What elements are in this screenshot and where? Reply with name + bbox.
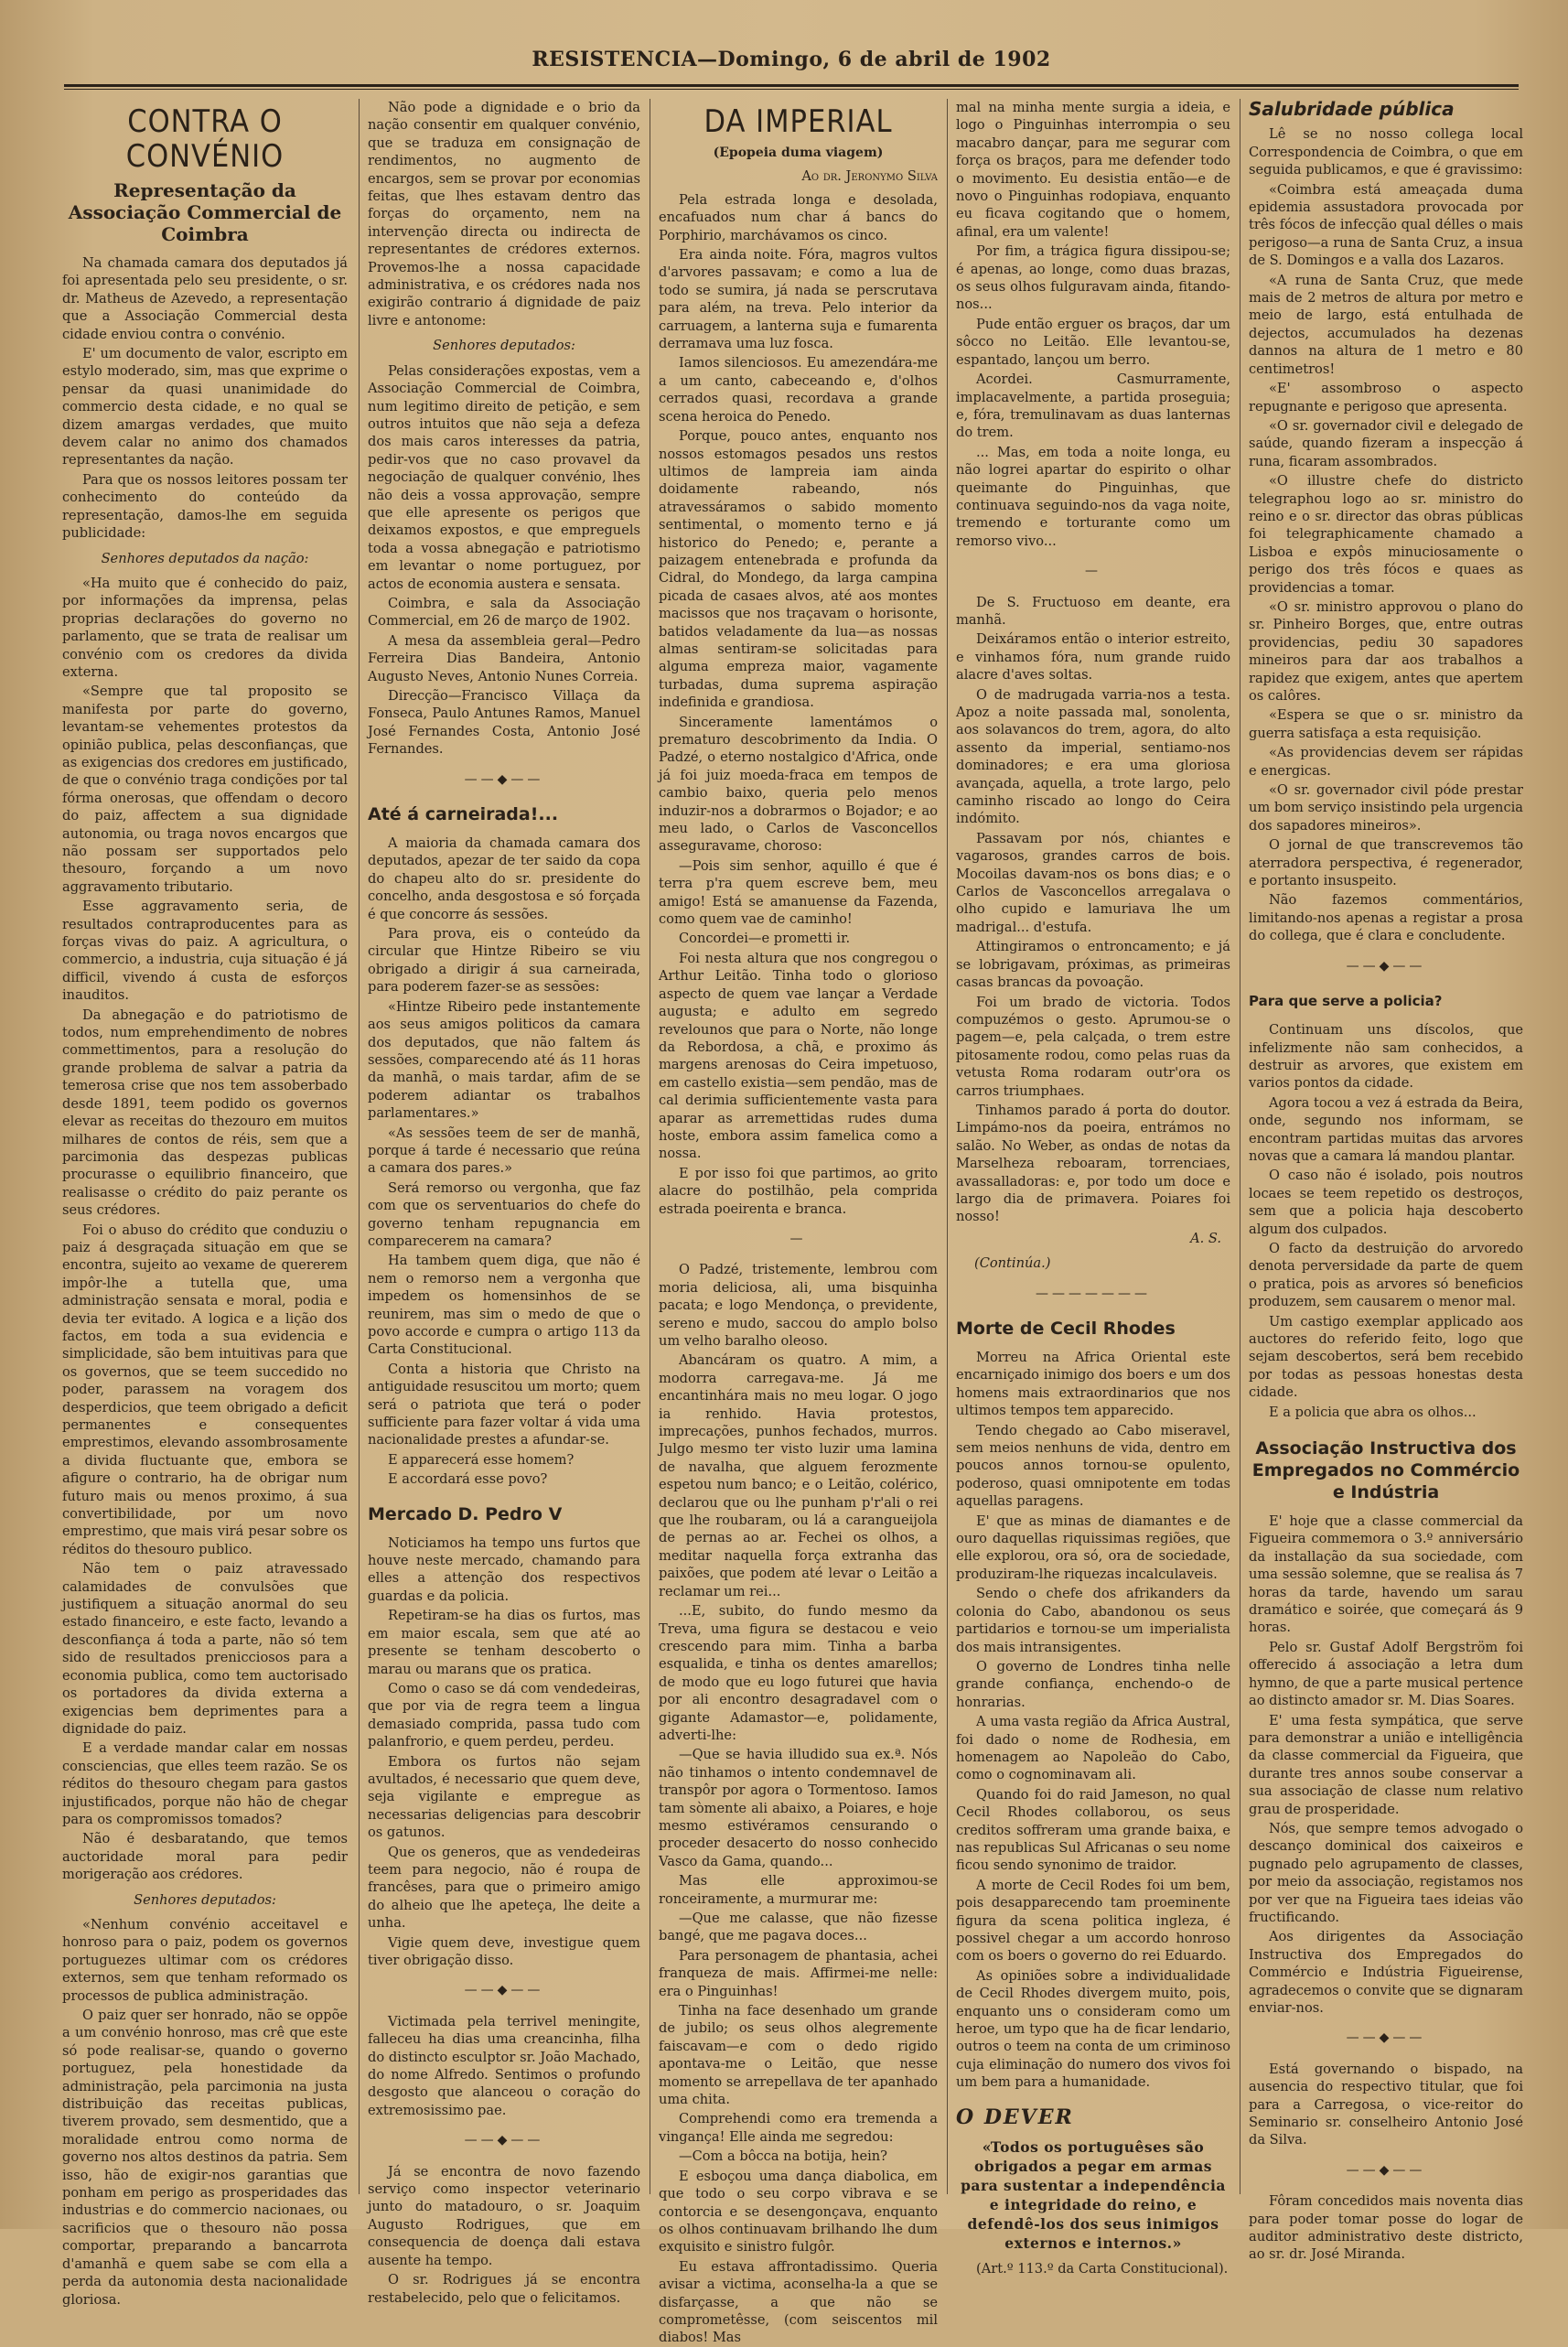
column-divider bbox=[947, 99, 948, 2194]
paragraph: Sinceramente lamentámos o prematuro descobrimento da India. O Padzé, o eterno nostalgico d'Africa, onde já foi juiz moeda-fraca em tempos de cambio baixo, queria pelo menos induzir-nos a dobrarmos o Bojador; e ao meu lado, o Carlos de Vasconcellos asseguravame, choroso: bbox=[659, 714, 938, 855]
header-rule-thin bbox=[64, 89, 1519, 90]
paragraph: —Que se havia illudido sua ex.ª. Nós não tinhamos o intento condemnavel de transpôr por agora o Tormentoso. Iamos tam sòmente ali abaixo, a Poiares, e hoje mesmo estivéramos censurando o proceder desacerto do nosso conhecido Vasco da Gama, quando... bbox=[659, 1747, 938, 1869]
paragraph: Concordei—e prometti ir. bbox=[679, 931, 851, 947]
paragraph: E a verdade mandar calar em nossas consciencias, que elles teem razão. Se os réditos do thesouro chegam para gastos injustificados, porque não hão de chegar para os compromissos tomados? bbox=[62, 1740, 348, 1827]
paragraph: Para prova, eis o conteúdo da circular que Hintze Ribeiro se viu obrigado a dirigir á sua carneirada, para poderem fazer-se as sessões: bbox=[368, 926, 640, 996]
paragraph: Tinhamos parado á porta do doutor. Limpámo-nos da poeira, entrámos no salão. No Weber, as ondas de notas da Marselheza reboaram, torrenciaes, avassalladoras: e, por todo um doce e largo dia de primavera. Poiares foi nosso! bbox=[956, 1102, 1230, 1225]
column-2 bbox=[368, 99, 640, 2306]
dedication: Ao dr. Jeronymo Silva bbox=[801, 168, 938, 185]
paragraph: Por fim, a trágica figura dissipou-se; é apenas, ao longe, como duas brazas, os seus olhos fulguravam ainda, fitando-nos... bbox=[956, 243, 1230, 313]
paragraph: Pude então erguer os braços, dar um sôcco no Leitão. Elle levantou-se, espantado, lançou um berro. bbox=[956, 316, 1230, 368]
paragraph: Fôram concedidos mais noventa dias para poder tomar posse do logar de auditor administrativo deste districto, ao sr. dr. José Miranda. bbox=[1249, 2193, 1523, 2263]
paragraph: Como o caso se dá com vendedeiras, que por via de regra teem a lingua demasiado comprida, passa tudo com palanfrorio, e quem perdeu, perdeu. bbox=[368, 1680, 640, 1750]
paragraph: Já se encontra de novo fazendo serviço como inspector veterinario junto do matadouro, o sr. Joaquim Augusto Rodrigues, que em consequencia de doença dali estava ausente ha tempo. bbox=[368, 2163, 640, 2268]
paragraph: E por isso foi que partimos, ao grito alacre do postilhão, pela comprida estrada poeirenta e branca. bbox=[659, 1165, 938, 1217]
salutation: Senhores deputados: bbox=[134, 1891, 276, 1908]
page-header: RESISTENCIA—Domingo, 6 de abril de 1902 bbox=[532, 48, 1051, 71]
paragraph: O paiz quer ser honrado, não se oppõe a um convénio honroso, mas crê que este só pode realisar-se, quando o governo portuguez, pela honestidade da administração, pela parcimonia na justa distribuição das receitas publicas, tiverem provado, sem desmentido, que a moralidade entrou como norma de governo nos altos destinos da patria. Sem isso, hão de exigir-nos garantias que ponham em perigo as prosperidades das industrias e do commercio nacionaes, ou sacrificios que o thesouro não possa comportar, preparando a bancarrota d'amanhã e quem sabe se com ella a perda da autonomia desta nacionalidade gloriosa. bbox=[62, 2008, 348, 2308]
paragraph: E esboçou uma dança diabolica, em que todo o seu corpo vibrava e se contorcia e se desengonçava, enquanto os olhos continuavam brilhando lhe dum exquisito e sinistro fulgôr. bbox=[659, 2168, 938, 2255]
ornament-divider: ——◆—— bbox=[464, 2133, 544, 2148]
paragraph: Victimada pela terrivel meningite, falleceu ha dias uma creancinha, filha do distincto esculptor sr. João Machado, do nome Alfredo. Sentimos o profundo desgosto que alanceou o coração do extremosissimo pae. bbox=[368, 2013, 640, 2118]
quote-block: «Todos os portuguêses são obrigados a pegar em armas para sustentar a independência e integridade do reino, e defendê-los dos seus inimigos externos e internos.» bbox=[961, 2137, 1226, 2252]
paragraph: «E' assombroso o aspecto repugnante e perigoso que apresenta. bbox=[1249, 381, 1523, 414]
paragraph: Continuam uns díscolos, que infelizmente não sam conhecidos, a destruir as arvores, que existem em varios pontos da cidade. bbox=[1249, 1022, 1523, 1092]
paragraph: Sendo o chefe dos afrikanders da colonia do Cabo, abandonou os seus partidarios e tornou-se um imperialista dos mais intransigentes. bbox=[956, 1586, 1230, 1655]
paragraph: A uma vasta região da Africa Austral, foi dado o nome de Rodhesia, em homenagem ao Napoleão do Cabo, como o cognominavam ali. bbox=[956, 1714, 1230, 1783]
paragraph: Aos dirigentes da Associação Instructiva dos Empregados do Commércio e Indústria Figueirense, agradecemos o convite que se dignaram enviar-nos. bbox=[1249, 1929, 1523, 2016]
paragraph: Tinha na face desenhado um grande de jubilo; os seus olhos alegremente faiscavam—e com o dedo rigido apontava-me o Leitão, que nesse momento se arrepellava de ter apanhado uma chita. bbox=[659, 2003, 938, 2108]
paragraph: Um castigo exemplar applicado aos auctores do referido feito, logo que sejam descobertos, será bem recebido por todas as pessoas honestas desta cidade. bbox=[1249, 1313, 1523, 1401]
paragraph: «O sr. governador civil e delegado de saúde, quando fizeram a inspecção á runa, ficaram assombrados. bbox=[1249, 417, 1523, 469]
paragraph: E' que as minas de diamantes e de ouro daquellas riquissimas regiões, que elle explorou, ora só, ora de sociedade, produziram-lhe riquezas incalculaveis. bbox=[956, 1513, 1230, 1582]
paragraph: Não é desbaratando, que temos auctoridade moral para pedir morigeração aos crédores. bbox=[62, 1831, 348, 1883]
paragraph: Direcção—Francisco Villaça da Fonseca, Paulo Antunes Ramos, Manuel José Fernandes Costa, Antonio José Fernandes. bbox=[368, 688, 640, 758]
continuation-note: (Continúa.) bbox=[974, 1255, 1051, 1272]
paragraph: Tendo chegado ao Cabo miseravel, sem meios nenhuns de vida, dentro em poucos annos tornou-se opulento, poderoso, quasi omnipotente em todas aquellas paragens. bbox=[956, 1422, 1230, 1510]
paragraph: Eu estava affrontadissimo. Queria avisar a victima, aconselha-la a que se disfarçasse, a que não se comprometêsse, (com seiscentos mil diabos! Mas bbox=[659, 2258, 938, 2346]
paragraph: «Sempre que tal proposito se manifesta por parte do governo, levantam-se vehementes protestos da opinião publica, pelas desconfianças, que as exigencias dos credores em justificado, de que o convénio traga condições por tal fórma onerosas, que offendam o decoro do paiz, affectem a sua dignidade autonomia, ou traga novos encargos que não possam ser supportados pelo thesouro, forçando a um novo aggravamento tributario. bbox=[62, 684, 348, 895]
paragraph: Morreu na Africa Oriental este encarniçado inimigo dos boers e um dos homens mais extraordinarios que nos ultimos tempos tem apparecido. bbox=[956, 1350, 1230, 1419]
paragraph: Vigie quem deve, investigue quem tiver obrigação disso. bbox=[368, 1934, 640, 1968]
paragraph: ... Mas, em toda a noite longa, eu não logrei apartar do espirito o olhar queimante do Pinguinhas, que continuava seguindo-nos da vaga noite, tremendo e torturante como um remorso vivo... bbox=[956, 444, 1230, 549]
paragraph: A maioria da chamada camara dos deputados, apezar de ter saido da copa do chapeu alto do sr. presidente do concelho, anda desgostosa e só forçada é que concorre ás sessões. bbox=[368, 835, 640, 922]
paragraph: «As sessões teem de ser de manhã, porque á tarde é necessario que reúna a camara dos pares.» bbox=[368, 1125, 640, 1177]
paragraph: Foi o abuso do crédito que conduziu o paiz á desgraçada situação em que se encontra, sujeito ao vexame de quererem impôr-lhe a tutella que, uma administração sensata e moral, podia e devia ter evitado. A logica e a lição dos factos, em toda a sua evidencia e simplicidade, são bem intuitivas para que os governos, que se teem succedido no poder, parassem na voragem dos desperdicios, que teem obrigado a deficit permanentes e consequentes emprestimos, elevando assombrosamente a divida fluctuante que, embora se afigure o contrario, ha de obrigar num futuro mais ou menos proximo, á sua convertibilidade, por um novo emprestimo, que mais virá pesar sobre os réditos do thesouro publico. bbox=[62, 1222, 348, 1557]
paragraph: mal na minha mente surgia a ideia, e logo o Pinguinhas interrompia o seu macabro dançar, para me segurar com força os braços, para me defender todo o movimento. Eu desistia então—e de novo o Pinguinhas rodopiava, enquanto eu ficava cogitando que o homem, afinal, era um valente! bbox=[956, 100, 1230, 240]
author-signature: A. S. bbox=[1190, 1230, 1221, 1246]
paragraph: E a policia que abra os olhos... bbox=[1269, 1404, 1477, 1420]
paragraph: Repetiram-se ha dias os furtos, mas em maior escala, sem que até ao presente se tenham descoberto o marau ou marans que os pratica. bbox=[368, 1608, 640, 1677]
paragraph: «Ha muito que é conhecido do paiz, por informações da imprensa, pelas proprias declarações do governo no parlamento, que se trata de realisar um convénio com os credores da divida externa. bbox=[62, 575, 348, 680]
column-4 bbox=[956, 99, 1230, 2277]
paragraph: Pela estrada longa e desolada, encafuados num char á bancs do Porphirio, marchávamos os cinco. bbox=[659, 191, 938, 243]
paragraph: Foi um brado de victoria. Todos compuzémos o gesto. Aprumou-se o pagem—e, pela calçada, o trem estre pitosamente rodou, como pelas ruas da vetusta Roma rodaram outr'ora os carros triumphaes. bbox=[956, 994, 1230, 1099]
paragraph: Passavam por nós, chiantes e vagarosos, grandes carros de bois. Mocoilas davam-nos os bons dias; e o Carlos de Vasconcellos arregalava o olho cupido e lamuriava lhe um madrigal... d'estufa. bbox=[956, 830, 1230, 935]
section-heading: Associação Instructiva dos Empregados no Commércio e Indústria bbox=[1251, 1438, 1520, 1503]
paragraph: E' um documento de valor, escripto em estylo moderado, sim, mas que exprime o pensar da quasi unanimidade do commercio desta cidade, e no qual se dizem amargas verdades, que muito devem calar no animo dos chamados representantes da nação. bbox=[62, 346, 348, 468]
paragraph: «Coimbra está ameaçada duma epidemia assustadora provocada por três fócos de infecção qual délles o mais perigoso—a runa de Santa Cruz, a insua de S. Domingos e a valla dos Lazaros. bbox=[1249, 181, 1523, 269]
article-subtitle: Representação da Associação Commercial de Coimbra bbox=[68, 179, 342, 245]
paragraph: Que os generos, que as vendedeiras teem para negocio, não é roupa de francêses, para que o primeiro amigo do alheio que lhe apeteça, lhe deite a unha. bbox=[368, 1844, 640, 1932]
paragraph: «Hintze Ribeiro pede instantemente aos seus amigos politicos da camara dos deputados, que não faltem ás sessões, comparecendo até ás 11 horas da manhã, o mais tardar, afim de se poderem adiantar os trabalhos parlamentares.» bbox=[368, 998, 640, 1122]
column-divider bbox=[359, 99, 360, 2194]
paragraph: O de madrugada varria-nos a testa. Apoz a noite passada mal, sonolenta, aos solavancos do trem, agora, do alto assento da imperial, sentiamo-nos dominadores; e era uma gloriosa avançada, aquella, a trote largo, pelo caminho riscado ao longo do Ceira indómito. bbox=[956, 686, 1230, 827]
paragraph: Noticiamos ha tempo uns furtos que houve neste mercado, chamando para elles a attenção dos respectivos guardas e da policia. bbox=[368, 1534, 640, 1604]
ornament-divider: ——◆—— bbox=[1346, 2162, 1426, 2178]
paragraph: O facto da destruição do arvoredo denota perversidade da parte de quem o pratica, pois as arvores só beneficios produzem, sem causarem o menor mal. bbox=[1249, 1240, 1523, 1310]
paragraph: Está governando o bispado, na ausencia do respectivo titular, que foi para a Carregosa, o vice-reitor do Seminario sr. conselheiro Antonio José da Silva. bbox=[1249, 2061, 1523, 2148]
paragraph: «Nenhum convénio acceitavel e honroso para o paiz, podem os governos portuguezes ultimar com os crédores externos, sem que tenham reformado os processos de publica administração. bbox=[62, 1916, 348, 2004]
paragraph: Da abnegação e do patriotismo de todos, num emprehendimento de nobres commettimentos, para a resolução do grande problema de salvar a patria da temerosa crise que nos tem assoberbado desde 1891, teem podido os governos elevar as receitas do thezouro em muitos milhares de contos de réis, sem que a parcimonia das despezas publicas procurasse o equilibrio financeiro, que realisasse o crédito do paiz perante os seus crédores. bbox=[62, 1007, 348, 1219]
paragraph: Abancáram os quatro. A mim, a modorra carregava-me. Já me encantinhára mais no meu logar. O jogo ia renhido. Havia protestos, imprecações, punhos fechados, murros. Julgo mesmo ter visto luzir uma lamina de navalha, que alguem ferozmente espetou num banco; e o Leitão, colérico, declarou que ou lhe punham p'r'ali o rei que lhe roubaram, ou lá a carangueijola de pernas ao ar. Fechei os olhos, a meditar naquella força extranha das paixões, que podem até levar o Leitão a reclamar um rei... bbox=[659, 1352, 938, 1599]
paragraph: O governo de Londres tinha nelle grande confiança, enchendo-o de honrarias. bbox=[956, 1658, 1230, 1710]
paragraph: —Que me calasse, que não fizesse bangé, que me pagava doces... bbox=[659, 1911, 938, 1944]
column-5 bbox=[1249, 98, 1523, 2263]
paragraph: Para personagem de phantasia, achei franqueza de mais. Affirmei-me nelle: era o Pinguinhas! bbox=[659, 1947, 938, 1999]
paragraph: Não pode a dignidade e o brio da nação consentir em qualquer convénio, que se traduza em consignação de rendimentos, no augmento de encargos, sem se provar por economias feitas, que lhes estavam dentro das forças do orçamento, nem na intervenção directa ou indirecta de representantes de crédores externos. Provemos-lhe a nossa capacidade administrativa, e os crédores nada nos exigirão contrario á dignidade de paiz livre e antonome: bbox=[368, 100, 640, 328]
paragraph: O sr. Rodrigues já se encontra restabelecido, pelo que o felicitamos. bbox=[368, 2272, 640, 2306]
column-3 bbox=[659, 99, 938, 2346]
paragraph: «Espera se que o sr. ministro da guerra satisfaça a esta requisição. bbox=[1249, 707, 1523, 741]
paragraph: A morte de Cecil Rodes foi um bem, pois desapparecendo tam proeminente figura da scena politica ingleza, é possivel chegar a um accordo honroso com os boers o governo do rei Eduardo. bbox=[956, 1877, 1230, 1965]
salutation: Senhores deputados da nação: bbox=[101, 550, 309, 566]
ornament-divider: ——◆—— bbox=[1346, 958, 1426, 974]
salutation: Senhores deputados: bbox=[433, 338, 575, 354]
paragraph: Esse aggravamento seria, de resultados contraproducentes para as forças vivas do paiz. A agricultura, o commercio, a industria, cuja situação é já difficil, vivendo á custa de esforços inauditos. bbox=[62, 899, 348, 1004]
paragraph: Foi nesta altura que nos congregou o Arthur Leitão. Tinha todo o glorioso aspecto de quem vae lançar a Verdade augusta; e adulto em segredo revelounos que para o Norte, não longe da Rebordosa, a chã, e proximo ás margens arenosas do Ceira impetuoso, em castello existia—sem pendão, mas de cal derimia sufficientemente vasta para aparar as arremettidas rudes duma hoste, embora assim famelica como a nossa. bbox=[659, 950, 938, 1162]
ornament-divider: ——————— bbox=[1036, 1286, 1151, 1301]
paragraph: Será remorso ou vergonha, que faz com que os serventuarios do chefe do governo tenham repugnancia em comparecerem na camara? bbox=[368, 1179, 640, 1249]
section-heading: Para que serve a policia? bbox=[1249, 993, 1443, 1010]
section-heading: Salubridade pública bbox=[1249, 98, 1455, 120]
article-title: CONTRA O CONVÉNIO bbox=[125, 103, 285, 175]
paragraph: Na chamada camara dos deputados já foi apresentada pelo seu presidente, o sr. dr. Matheus de Azevedo, a representação que a Associação Commercial desta cidade enviou contra o convénio. bbox=[62, 255, 348, 342]
paragraph: Coimbra, e sala da Associação Commercial, em 26 de março de 1902. bbox=[368, 595, 640, 630]
section-heading: Mercado D. Pedro V bbox=[368, 1503, 563, 1524]
ornament-divider: ——◆—— bbox=[1346, 2030, 1426, 2046]
section-heading: Até á carneirada!... bbox=[368, 804, 559, 825]
paragraph: A mesa da assembleia geral—Pedro Ferreira Dias Bandeira, Antonio Augusto Neves, Antonio Nunes Correia. bbox=[368, 632, 640, 684]
paragraph: As opiniões sobre a individualidade de Cecil Rhodes divergem muito, pois, enquanto uns o consideram como um heroe, um typo que ha de ficar lendario, outros o teem na conta de um criminoso cuja eliminação do numero dos vivos foi um bem para a humanidade. bbox=[956, 1967, 1230, 2091]
paragraph: «O illustre chefe do districto telegraphou logo ao sr. ministro do reino e o sr. director das obras públicas foi telegraphicamente chamado a Lisboa e expôs minuciosamente o perigo dos três fócos e quaes as providencias a tomar. bbox=[1249, 473, 1523, 596]
paragraph: De S. Fructuoso em deante, era manhã. bbox=[956, 594, 1230, 628]
ornament-divider: ——◆—— bbox=[464, 771, 544, 787]
article-title: DA IMPERIAL bbox=[703, 103, 893, 140]
paragraph: Para que os nossos leitores possam ter conhecimento do conteúdo da representação, damos-lhe em seguida publicidade: bbox=[62, 471, 348, 542]
paragraph: Porque, pouco antes, enquanto nos nossos estomagos pesados uns restos ultimos de lampreia iam ainda doidamente rabeando, nós atravessáramos o sabido momento sentimental, o momento terno e já historico do Penedo; e, perante a paizagem entenebrada e profunda da Cidral, do Mondego, da larga campina picada de casaes alvos, até aos montes macissos que nos traçavam o horisonte, batidos veladamente da lua—as nossas almas sentiram-se solicitadas para alguma empreza maior, vagamente turbadas, duma suprema aspiração indefinida e grandiosa. bbox=[659, 428, 938, 711]
ornament-divider: — bbox=[789, 1231, 807, 1246]
paragraph: «O sr. governador civil póde prestar um bom serviço insistindo pela urgencia dos sapadores mineiros». bbox=[1249, 782, 1523, 834]
header-rule bbox=[64, 84, 1519, 87]
section-heading: O DEVER bbox=[956, 2105, 1074, 2129]
paragraph: Acordei. Casmurramente, implacavelmente, a partida proseguia; e, fóra, tremulinavam as duas lanternas do trem. bbox=[956, 371, 1230, 441]
paragraph: «As providencias devem ser rápidas e energicas. bbox=[1249, 745, 1523, 779]
paragraph: E apparecerá esse homem? bbox=[388, 1451, 575, 1468]
paragraph: —Pois sim senhor, aquillo é que é terra p'ra quem escreve bem, meu amigo! Está se amanuense da Fazenda, como quem vae de caminho! bbox=[659, 857, 938, 928]
paragraph: E' uma festa sympática, que serve para demonstrar a união e intelligência da classe commercial da Figueira, que durante tres annos soube conservar a sua associação de classe num relativo grau de prosperidade. bbox=[1249, 1712, 1523, 1817]
citation: (Art.º 113.º da Carta Constitucional). bbox=[976, 2260, 1229, 2277]
paragraph: Não tem o paiz atravessado calamidades de convulsões que justifiquem a situação anormal do seu estado financeiro, e este facto, levando a desconfiança á toda a parte, não só tem sido de resultados prenicciosos para a economia publica, como tem auctorisado os portadores da divida externa a exigencias bem deprimentes para a dignidade do paiz. bbox=[62, 1561, 348, 1737]
paragraph: E accordará esse povo? bbox=[388, 1471, 548, 1488]
paragraph: O Padzé, tristemente, lembrou com moria deliciosa, ali, uma bisquinha pacata; e logo Mendonça, o previdente, sereno e mudo, saccou do amplo bolso um velho baralho oleoso. bbox=[659, 1262, 938, 1349]
paragraph: O jornal de que transcrevemos tão aterradora perspectiva, é regenerador, e portanto insuspeito. bbox=[1249, 837, 1523, 889]
ornament-divider: — bbox=[1085, 564, 1101, 579]
paragraph: Não fazemos commentários, limitando-nos apenas a registar a prosa do collega, que é clara e concludente. bbox=[1249, 892, 1523, 944]
paragraph: Mas elle approximou-se ronceiramente, a murmurar me: bbox=[659, 1873, 938, 1907]
paragraph: Comprehendi como era tremenda a vingança! Elle ainda me segredou: bbox=[659, 2111, 938, 2145]
paragraph: O caso não é isolado, pois noutros locaes se teem repetido os destroços, sem que a policia haja descoberto algum dos culpados. bbox=[1249, 1168, 1523, 1237]
paragraph: «A runa de Santa Cruz, que mede mais de 2 metros de altura por metro e meio de largo, está entulhada de dejectos, accumulados ha dezenas dannos na altura de 1 metro e 80 centimetros! bbox=[1249, 272, 1523, 377]
paragraph: Agora tocou a vez á estrada da Beira, onde, segundo nos informam, se encontram partidas muitas das arvores novas que a camara lá mandou plantar. bbox=[1249, 1094, 1523, 1164]
paragraph: Nós, que sempre temos advogado o descanço dominical dos caixeiros e pugnado pelo agrupamento de classes, por meio da associação, registamos nos por ver que na Figueira taes ideias vão fructificando. bbox=[1249, 1820, 1523, 1925]
paragraph: ...E, subito, do fundo mesmo da Treva, uma figura se destacou e veio crescendo para mim. Tinha a barba esqualida, e tinha os dentes amarellos; de modo que eu logo futurei que havia por ali encontro desagradavel com o gigante Adamastor—e, polidamente, adverti-lhe: bbox=[659, 1603, 938, 1743]
paragraph: Ha tambem quem diga, que não é nem o remorso nem a vergonha que impedem os homensinhos de se reunirem, mas sim o medo de que o povo accorde e cumpra o artigo 113 da Carta Constitucional. bbox=[368, 1253, 640, 1358]
paragraph: «O sr. ministro approvou o plano do sr. Pinheiro Borges, que, entre outras providencias, pediu 30 sapadores mineiros para dar aos trabalhos a rapidez que exigem, antes que apertem os calôres. bbox=[1249, 598, 1523, 704]
ornament-divider: ——◆—— bbox=[464, 1983, 544, 1998]
paragraph: Quando foi do raid Jameson, no qual Cecil Rhodes collaborou, os seus creditos soffreram uma grande baixa, e nas republicas Sul Africanas o seu nome ficou sendo synonimo de traidor. bbox=[956, 1786, 1230, 1874]
paragraph: Pelas considerações expostas, vem a Associação Commercial de Coimbra, num legitimo direito de petição, e sem outros intuitos que não seja a defeza dos mais caros interesses da patria, pedir-vos que no caso provavel da negociação de qualquer convénio, lhes não deis a vossa approvação, sempre que elle apresente os perigos que deixamos expostos, e que empreguels toda a vossa abnegação e patriotismo em levantar o nome portuguez, por actos de economia austera e sensata. bbox=[368, 362, 640, 592]
paragraph: Attingiramos o entroncamento; e já se lobrigavam, próximas, as primeiras casas brancas da povoação. bbox=[956, 939, 1230, 991]
paragraph: Deixáramos então o interior estreito, e vinhamos fóra, num grande ruido alacre d'aves soltas. bbox=[956, 631, 1230, 684]
paragraph: Pelo sr. Gustaf Adolf Bergström foi offerecido á associação a letra dum hymno, de que a parte musical pertence ao distincto amador sr. M. Dias Soares. bbox=[1249, 1639, 1523, 1709]
section-heading: Morte de Cecil Rhodes bbox=[956, 1319, 1176, 1339]
article-subtitle: (Epopeia duma viagem) bbox=[713, 145, 884, 160]
paragraph: Era ainda noite. Fóra, magros vultos d'arvores passavam; e como a lua de todo se sumira, já nada se perscrutava para além, na treva. Pelo interior da carruagem, a lanterna suja e fumarenta derramava uma luz fosca. bbox=[659, 247, 938, 352]
column-1 bbox=[62, 99, 348, 2308]
paragraph: Iamos silenciosos. Eu amezendára-me a um canto, cabeceando e, d'olhos cerrados quasi, recordava a grande scena heroica do Penedo. bbox=[659, 355, 938, 425]
paragraph: Conta a historia que Christo na antiguidade resuscitou um morto; quem será o patriota que terá o poder sufficiente para fazer voltar á vida uma nacionalidade prestes a afundar-se. bbox=[368, 1361, 640, 1448]
paragraph: Lê se no nosso collega local Correspondencia de Coimbra, o que em seguida publicamos, e que é gravissimo: bbox=[1249, 126, 1523, 178]
paragraph: E' hoje que a classe commercial da Figueira commemora o 3.º anniversário da installação da sua sociedade, com uma sessão solemne, que se realisa ás 7 horas da tarde, havendo um sarau dramático e soirée, que começará ás 9 horas. bbox=[1249, 1513, 1523, 1636]
paragraph: —Com a bôcca na botija, hein? bbox=[679, 2148, 888, 2165]
paragraph: Embora os furtos não sejam avultados, é necessario que quem deve, seja vigilante e empregue as necessarias deligencias para descobrir os gatunos. bbox=[368, 1753, 640, 1841]
